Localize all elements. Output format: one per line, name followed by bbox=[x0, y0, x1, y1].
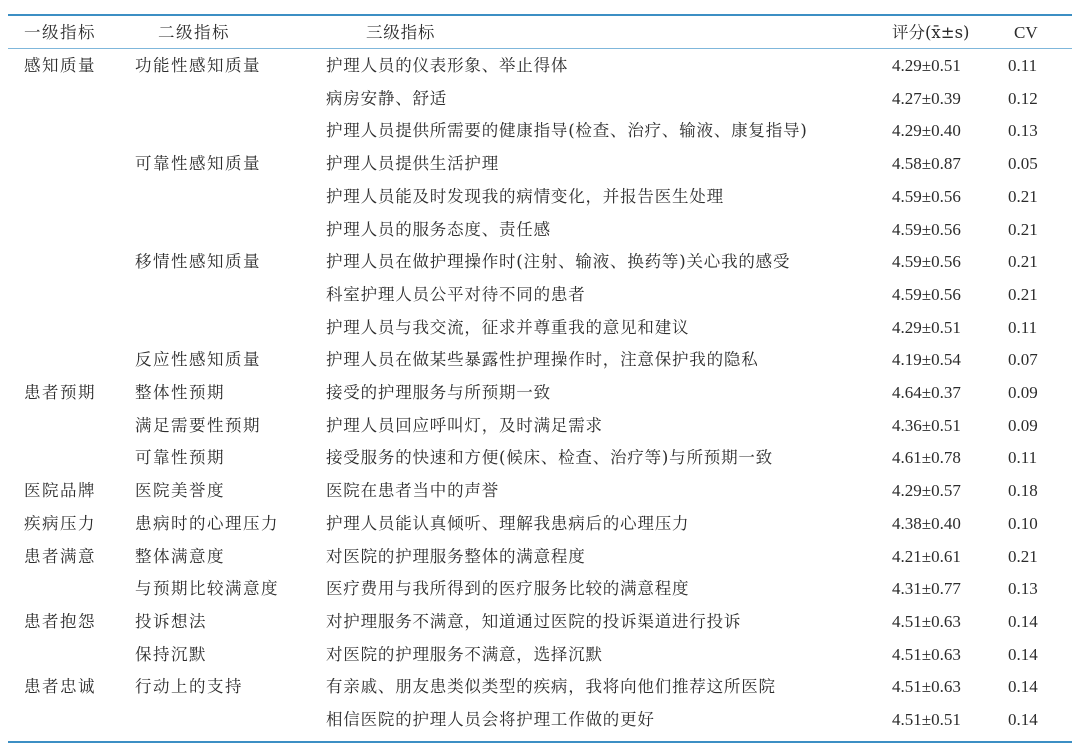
indicator-level2: 整体满意度 bbox=[135, 546, 225, 566]
indicator-level2: 行动上的支持 bbox=[135, 677, 243, 697]
cv-value: 0.14 bbox=[1008, 644, 1038, 664]
indicator-level3: 接受服务的快速和方便(候床、检查、治疗等)与所预期一致 bbox=[326, 448, 773, 468]
cv-value: 0.21 bbox=[1008, 546, 1038, 566]
cv-value: 0.07 bbox=[1008, 350, 1038, 370]
indicator-level3: 医疗费用与我所得到的医疗服务比较的满意程度 bbox=[326, 579, 690, 599]
table-row bbox=[0, 246, 1080, 278]
score-value: 4.29±0.51 bbox=[892, 317, 961, 337]
table-row bbox=[0, 639, 1080, 671]
indicator-level3: 护理人员的仪表形象、举止得体 bbox=[326, 56, 569, 75]
indicator-level3: 对医院的护理服务不满意，选择沉默 bbox=[326, 644, 603, 664]
header-cv: CV bbox=[1014, 23, 1038, 42]
table-row bbox=[0, 214, 1080, 246]
score-value: 4.59±0.56 bbox=[892, 219, 961, 239]
score-value: 4.64±0.37 bbox=[892, 383, 961, 402]
table-row bbox=[0, 377, 1080, 409]
score-value: 4.21±0.61 bbox=[892, 546, 961, 566]
table-row bbox=[0, 541, 1080, 573]
cv-value: 0.11 bbox=[1008, 317, 1038, 337]
indicator-level2: 保持沉默 bbox=[135, 644, 207, 664]
cv-value: 0.14 bbox=[1008, 611, 1038, 631]
indicator-level1: 患者抱怨 bbox=[24, 611, 96, 631]
indicator-level1: 患者忠诚 bbox=[24, 677, 96, 697]
indicator-level3: 病房安静、舒适 bbox=[326, 88, 448, 108]
indicator-level2: 功能性感知质量 bbox=[135, 56, 261, 75]
score-value: 4.61±0.78 bbox=[892, 448, 961, 468]
indicator-level2: 医院美誉度 bbox=[135, 481, 225, 501]
score-value: 4.51±0.63 bbox=[892, 644, 961, 664]
score-value: 4.59±0.56 bbox=[892, 252, 961, 272]
score-value: 4.51±0.63 bbox=[892, 611, 961, 631]
table-row bbox=[0, 312, 1080, 344]
cv-value: 0.09 bbox=[1008, 415, 1038, 435]
score-value: 4.38±0.40 bbox=[892, 513, 961, 533]
indicator-level2: 整体性预期 bbox=[135, 383, 225, 402]
table-header bbox=[0, 17, 1080, 49]
cv-value: 0.13 bbox=[1008, 579, 1038, 599]
header-level2: 二级指标 bbox=[158, 23, 230, 42]
table-row bbox=[0, 704, 1080, 736]
indicator-level2: 移情性感知质量 bbox=[135, 252, 261, 272]
table-row bbox=[0, 83, 1080, 115]
score-value: 4.58±0.87 bbox=[892, 154, 961, 174]
indicator-level3: 对医院的护理服务整体的满意程度 bbox=[326, 546, 586, 566]
score-value: 4.29±0.57 bbox=[892, 481, 961, 501]
score-value: 4.29±0.40 bbox=[892, 121, 961, 141]
header-score: 评分(x̄±s) bbox=[892, 23, 970, 42]
cv-value: 0.11 bbox=[1008, 56, 1038, 75]
cv-value: 0.10 bbox=[1008, 513, 1038, 533]
score-value: 4.36±0.51 bbox=[892, 415, 961, 435]
cv-value: 0.11 bbox=[1008, 448, 1038, 468]
score-value: 4.31±0.77 bbox=[892, 579, 961, 599]
indicator-level3: 科室护理人员公平对待不同的患者 bbox=[326, 284, 586, 304]
table-row bbox=[0, 181, 1080, 213]
table-row bbox=[0, 410, 1080, 442]
indicator-level3: 护理人员与我交流，征求并尊重我的意见和建议 bbox=[326, 317, 690, 337]
table-row bbox=[0, 115, 1080, 147]
indicator-level3: 护理人员能及时发现我的病情变化，并报告医生处理 bbox=[326, 186, 724, 206]
score-value: 4.19±0.54 bbox=[892, 350, 961, 370]
indicator-level2: 投诉想法 bbox=[135, 611, 207, 631]
cv-value: 0.21 bbox=[1008, 284, 1038, 304]
indicator-level3: 对护理服务不满意，知道通过医院的投诉渠道进行投诉 bbox=[326, 611, 742, 631]
table-row bbox=[0, 344, 1080, 376]
indicator-level3: 护理人员提供所需要的健康指导(检查、治疗、输液、康复指导) bbox=[326, 121, 808, 141]
score-value: 4.51±0.63 bbox=[892, 677, 961, 697]
score-value: 4.59±0.56 bbox=[892, 186, 961, 206]
score-value: 4.29±0.51 bbox=[892, 56, 961, 75]
table-row bbox=[0, 50, 1080, 82]
indicator-level2: 反应性感知质量 bbox=[135, 350, 261, 370]
cv-value: 0.13 bbox=[1008, 121, 1038, 141]
cv-value: 0.21 bbox=[1008, 252, 1038, 272]
indicator-level1: 感知质量 bbox=[24, 56, 96, 75]
indicator-level2: 可靠性预期 bbox=[135, 448, 225, 468]
indicator-level1: 医院品牌 bbox=[24, 481, 96, 501]
indicator-level3: 接受的护理服务与所预期一致 bbox=[326, 383, 551, 402]
score-value: 4.27±0.39 bbox=[892, 88, 961, 108]
table-row bbox=[0, 475, 1080, 507]
score-value: 4.59±0.56 bbox=[892, 284, 961, 304]
header-level3: 三级指标 bbox=[366, 23, 436, 42]
cv-value: 0.21 bbox=[1008, 186, 1038, 206]
indicator-level3: 护理人员在做护理操作时(注射、输液、换药等)关心我的感受 bbox=[326, 252, 791, 272]
cv-value: 0.12 bbox=[1008, 88, 1038, 108]
table-bottom-rule bbox=[8, 741, 1072, 743]
table-row bbox=[0, 671, 1080, 703]
indicator-level3: 医院在患者当中的声誉 bbox=[326, 481, 499, 501]
indicator-level2: 与预期比较满意度 bbox=[135, 579, 279, 599]
cv-value: 0.14 bbox=[1008, 677, 1038, 697]
indicator-level1: 患者预期 bbox=[24, 383, 96, 402]
indicator-level2: 可靠性感知质量 bbox=[135, 154, 261, 174]
cv-value: 0.05 bbox=[1008, 154, 1038, 174]
indicator-level3: 有亲戚、朋友患类似类型的疾病，我将向他们推荐这所医院 bbox=[326, 677, 776, 697]
indicator-level3: 相信医院的护理人员会将护理工作做的更好 bbox=[326, 710, 655, 729]
table-row bbox=[0, 442, 1080, 474]
score-value: 4.51±0.51 bbox=[892, 710, 961, 729]
table-row bbox=[0, 508, 1080, 540]
table-header-rule bbox=[8, 48, 1072, 49]
indicator-level1: 患者满意 bbox=[24, 546, 96, 566]
table-row bbox=[0, 279, 1080, 311]
table-top-rule bbox=[8, 14, 1072, 16]
indicator-level3: 护理人员提供生活护理 bbox=[326, 154, 499, 174]
indicator-level3: 护理人员的服务态度、责任感 bbox=[326, 219, 551, 239]
cv-value: 0.09 bbox=[1008, 383, 1038, 402]
table-row bbox=[0, 573, 1080, 605]
cv-value: 0.21 bbox=[1008, 219, 1038, 239]
table-row bbox=[0, 148, 1080, 180]
table-row bbox=[0, 606, 1080, 638]
indicator-level3: 护理人员能认真倾听、理解我患病后的心理压力 bbox=[326, 513, 690, 533]
indicator-level3: 护理人员在做某些暴露性护理操作时，注意保护我的隐私 bbox=[326, 350, 759, 370]
indicator-level3: 护理人员回应呼叫灯，及时满足需求 bbox=[326, 415, 603, 435]
cv-value: 0.14 bbox=[1008, 710, 1038, 729]
indicator-level2: 满足需要性预期 bbox=[135, 415, 261, 435]
cv-value: 0.18 bbox=[1008, 481, 1038, 501]
indicator-level2: 患病时的心理压力 bbox=[135, 513, 279, 533]
indicator-level1: 疾病压力 bbox=[24, 513, 96, 533]
header-level1: 一级指标 bbox=[24, 23, 96, 42]
